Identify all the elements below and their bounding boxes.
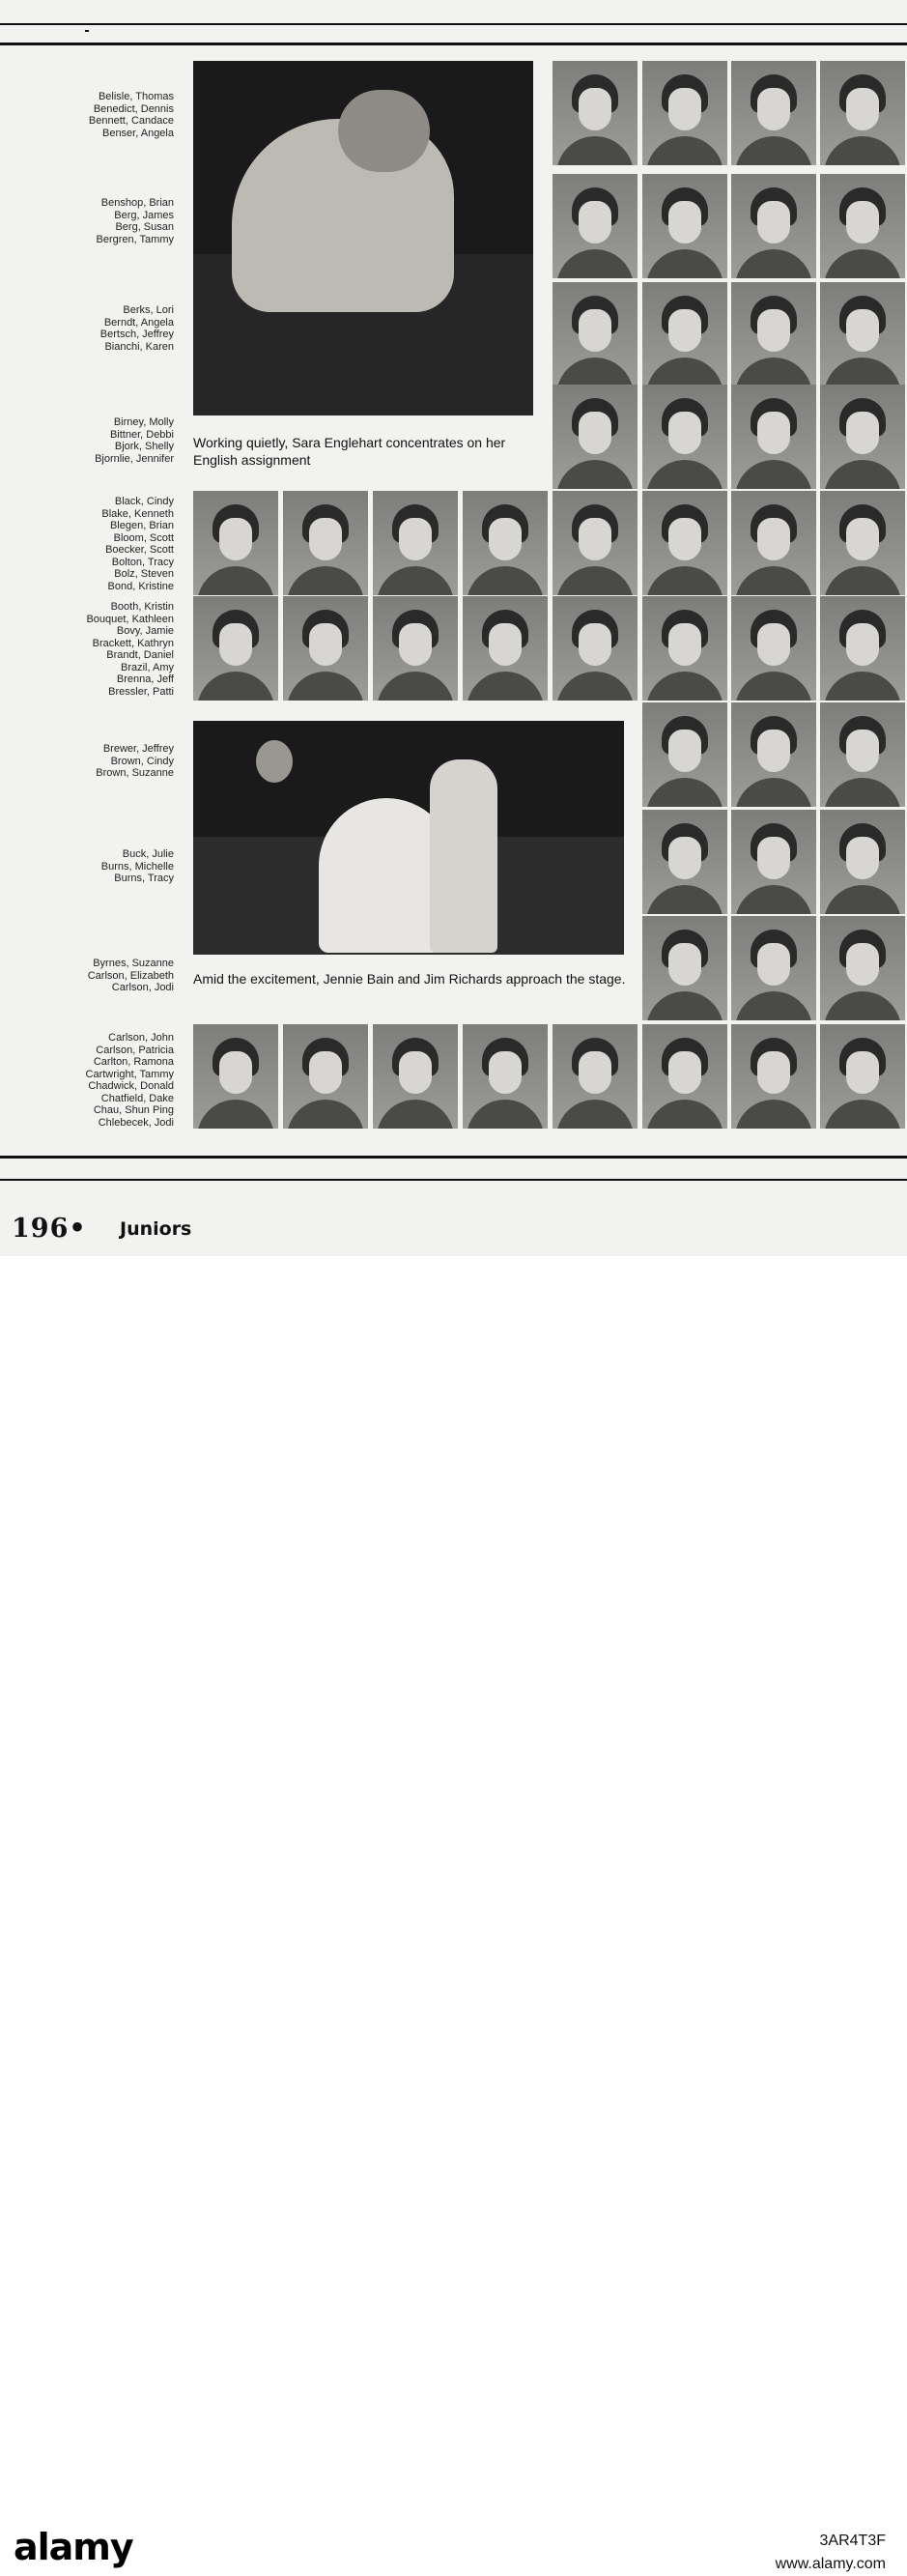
student-name: Brackett, Kathryn — [92, 637, 174, 649]
student-portrait — [373, 491, 458, 595]
student-name: Buck, Julie — [122, 848, 174, 860]
student-portrait — [553, 61, 638, 165]
watermark-band — [0, 1256, 907, 2572]
top-rule — [0, 23, 907, 25]
student-portrait — [642, 596, 727, 701]
student-name: Bressler, Patti — [108, 685, 174, 698]
student-name: Cartwright, Tammy — [85, 1068, 174, 1080]
student-portrait — [553, 1024, 638, 1129]
name-group — [10, 304, 174, 353]
student-name: Bennett, Candace — [88, 115, 174, 127]
student-name: Carlson, John — [108, 1032, 174, 1044]
student-portrait — [642, 282, 727, 386]
student-portrait — [642, 385, 727, 489]
section-title: Juniors — [120, 1218, 192, 1240]
student-name: Bittner, Debbi — [109, 428, 174, 441]
student-name: Brown, Cindy — [110, 755, 174, 767]
student-portrait — [731, 916, 816, 1020]
name-group — [10, 848, 174, 885]
student-name: Berg, Susan — [115, 221, 174, 233]
student-portrait — [373, 1024, 458, 1129]
student-name: Benedict, Dennis — [93, 102, 174, 115]
name-group — [10, 496, 174, 592]
student-portrait — [820, 916, 905, 1020]
student-name: Chlebecek, Jodi — [98, 1116, 174, 1129]
student-portrait — [731, 385, 816, 489]
name-group — [10, 416, 174, 465]
student-portrait — [642, 702, 727, 807]
student-portrait — [731, 491, 816, 595]
yearbook-page — [0, 0, 907, 1256]
top-tick-mark — [85, 30, 89, 32]
student-name: Bertsch, Jeffrey — [99, 329, 174, 340]
student-name: Booth, Kristin — [110, 601, 174, 613]
student-name: Belisle, Thomas — [98, 91, 174, 102]
student-name: Birney, Molly — [113, 416, 174, 428]
photo-caption-1: Working quietly, Sara Englehart concentrates on her English assignment — [193, 435, 506, 468]
student-portrait — [820, 810, 905, 914]
student-name: Bond, Kristine — [107, 580, 174, 592]
student-portrait — [193, 596, 278, 701]
student-name: Berks, Lori — [123, 304, 174, 316]
student-name: Bianchi, Karen — [104, 340, 174, 353]
student-name: Bovy, Jamie — [116, 625, 174, 637]
bottom-rule — [0, 1179, 907, 1181]
student-name: Benshop, Brian — [100, 197, 174, 209]
student-portrait — [820, 174, 905, 278]
student-name: Brown, Suzanne — [96, 767, 174, 779]
student-portrait — [553, 282, 638, 386]
student-portrait — [193, 491, 278, 595]
student-name: Bolz, Steven — [114, 568, 174, 580]
student-name: Carlson, Elizabeth — [87, 969, 174, 982]
student-portrait — [283, 596, 368, 701]
candid-photo-student-writing — [193, 61, 533, 415]
student-portrait — [820, 61, 905, 165]
student-name: Bergren, Tammy — [96, 233, 174, 245]
student-portrait — [820, 596, 905, 701]
student-portrait — [642, 810, 727, 914]
student-portrait — [820, 385, 905, 489]
name-group — [10, 743, 174, 780]
student-name: Byrnes, Suzanne — [93, 958, 174, 969]
top-rule-thick — [0, 43, 907, 45]
photo-caption-2: Amid the excitement, Jennie Bain and Jim Richards approach the stage. — [193, 971, 626, 987]
student-portrait — [553, 174, 638, 278]
student-portrait — [463, 596, 548, 701]
student-portrait — [463, 491, 548, 595]
student-name: Berndt, Angela — [103, 316, 174, 329]
student-name: Carlson, Patricia — [96, 1044, 174, 1056]
student-portrait — [642, 61, 727, 165]
student-portrait — [642, 174, 727, 278]
student-name: Bouquet, Kathleen — [86, 613, 174, 625]
student-portrait — [820, 491, 905, 595]
student-name: Chadwick, Donald — [88, 1080, 174, 1092]
student-portrait — [731, 702, 816, 807]
student-portrait — [642, 916, 727, 1020]
name-group — [10, 601, 174, 698]
name-group — [10, 958, 174, 994]
bottom-rule-thick — [0, 1156, 907, 1159]
student-portrait — [553, 385, 638, 489]
student-name: Chatfield, Dake — [100, 1092, 174, 1104]
student-name: Carlson, Jodi — [111, 982, 174, 993]
student-name: Blegen, Brian — [109, 520, 174, 531]
name-group — [10, 197, 174, 245]
student-name: Brenna, Jeff — [116, 673, 174, 685]
student-portrait — [731, 1024, 816, 1129]
site-url: www.alamy.com — [775, 2556, 886, 2572]
student-name: Boecker, Scott — [105, 544, 174, 556]
image-id: 3AR4T3F — [819, 2533, 886, 2549]
name-group — [10, 1032, 174, 1129]
student-portrait — [283, 491, 368, 595]
student-name: Chau, Shun Ping — [93, 1104, 174, 1116]
student-name: Bolton, Tracy — [111, 556, 174, 568]
student-name: Berg, James — [114, 209, 174, 221]
student-portrait — [820, 702, 905, 807]
alamy-logo: alamy — [14, 2526, 133, 2568]
student-name: Burns, Tracy — [114, 873, 174, 884]
candid-photo-homecoming-couple — [193, 721, 624, 955]
student-name: Bjork, Shelly — [114, 441, 174, 452]
student-name: Benser, Angela — [101, 127, 174, 139]
student-name: Blake, Kenneth — [101, 507, 174, 520]
student-portrait — [463, 1024, 548, 1129]
student-portrait — [373, 596, 458, 701]
student-portrait — [731, 174, 816, 278]
student-portrait — [820, 282, 905, 386]
student-name: Brazil, Amy — [120, 661, 174, 673]
student-portrait — [642, 491, 727, 595]
student-portrait — [642, 1024, 727, 1129]
student-portrait — [820, 1024, 905, 1129]
image-id-block — [776, 2530, 886, 2576]
student-portrait — [731, 282, 816, 386]
student-portrait — [553, 596, 638, 701]
student-portrait — [731, 61, 816, 165]
student-portrait — [553, 491, 638, 595]
student-portrait — [731, 596, 816, 701]
student-name: Bloom, Scott — [113, 531, 174, 544]
name-group — [10, 91, 174, 139]
student-name: Bjornlie, Jennifer — [95, 452, 174, 465]
student-name: Black, Cindy — [114, 496, 174, 507]
student-name: Brewer, Jeffrey — [102, 743, 174, 755]
student-name: Carlton, Ramona — [93, 1056, 174, 1068]
student-name: Burns, Michelle — [100, 860, 174, 873]
student-portrait — [731, 810, 816, 914]
page-number: 196• — [12, 1214, 87, 1244]
student-portrait — [283, 1024, 368, 1129]
student-portrait — [193, 1024, 278, 1129]
student-name: Brandt, Daniel — [106, 649, 174, 661]
